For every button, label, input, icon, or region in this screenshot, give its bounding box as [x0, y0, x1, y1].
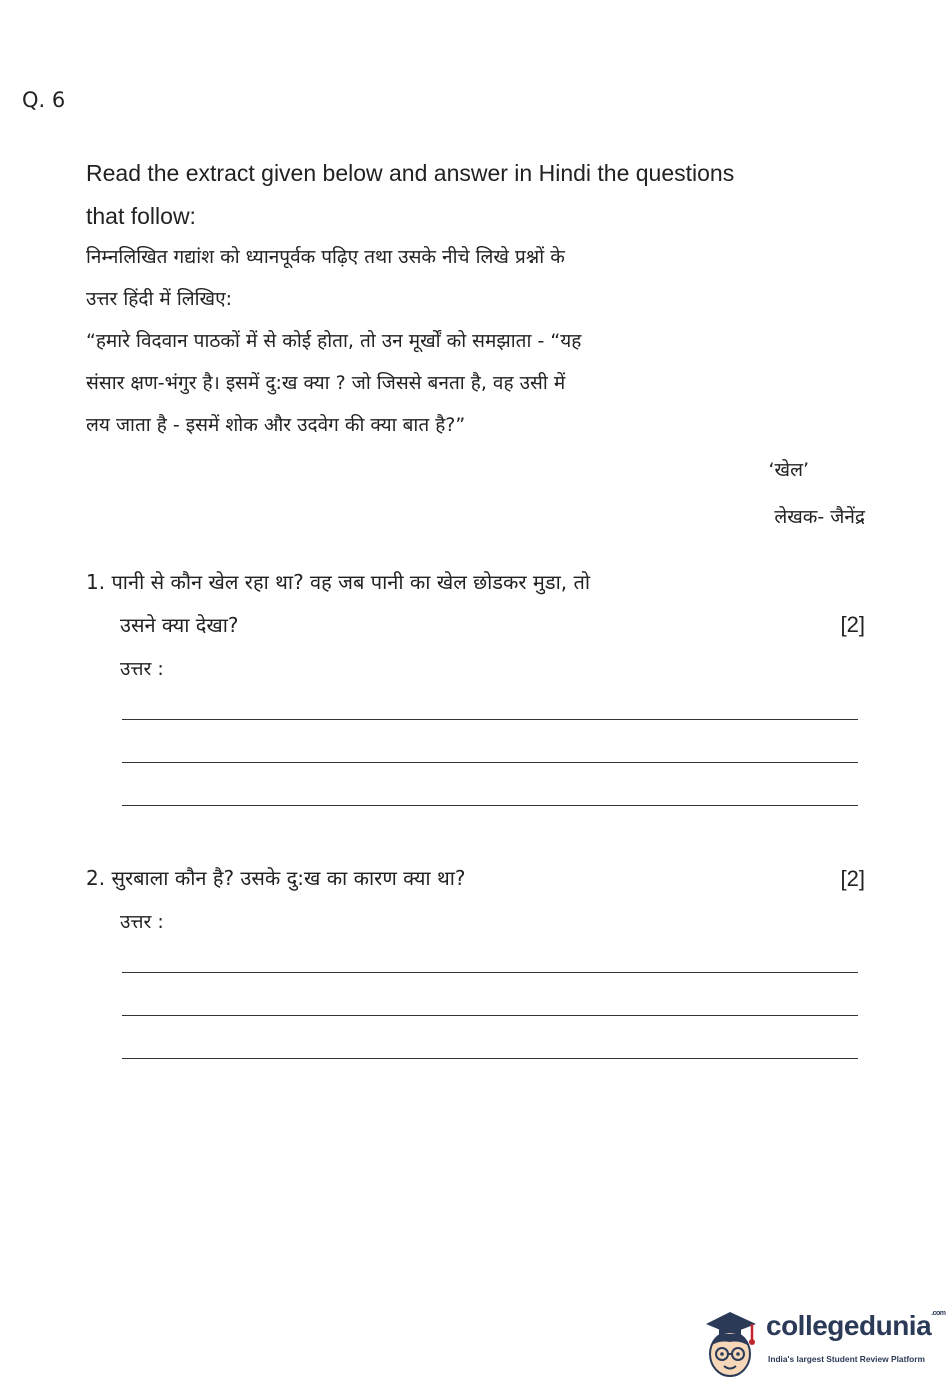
logo-name: collegedunia [766, 1310, 932, 1341]
instruction-english: Read the extract given below and answer in Hindi the questions that follow: [86, 160, 735, 229]
question-2-marks: [2] [840, 866, 865, 891]
question-1-line-2: उसने क्या देखा? [120, 613, 239, 637]
question-1-answer-line-1[interactable] [122, 719, 858, 720]
instruction-hindi-line-1: निम्नलिखित गद्यांश को ध्यानपूर्वक पढ़िए तथा उसके नीचे लिखे प्रश्नों के [86, 246, 565, 268]
question-1-line-1: 1. पानी से कौन खेल रहा था? वह जब पानी का खेल छोडकर मुडा, तो [86, 570, 591, 594]
instruction-hindi-line-2: उत्तर हिंदी में लिखिए: [86, 288, 232, 310]
question-2-answer-line-3[interactable] [122, 1058, 858, 1059]
question-1-answer-line-3[interactable] [122, 805, 858, 806]
collegedunia-logo[interactable] [700, 1302, 945, 1382]
question-2-answer-label: उत्तर : [120, 911, 164, 933]
passage-line-3: लय जाता है - इसमें शोक और उदवेग की क्या बात है?” [86, 414, 466, 436]
question-2-answer-line-1[interactable] [122, 972, 858, 973]
question-1-answer-label: उत्तर : [120, 658, 164, 680]
passage-author: लेखक- जैनेंद्र [774, 506, 865, 528]
question-1-answer-line-2[interactable] [122, 762, 858, 763]
passage-source-title: ‘खेल’ [768, 459, 809, 481]
passage-line-1: “हमारे विदवान पाठकों में से कोई होता, तो उन मूर्खों को समझाता - “यह [86, 330, 582, 352]
logo-tagline: India's largest Student Review Platform [768, 1354, 925, 1364]
mascot-icon [700, 1304, 764, 1380]
passage-line-2: संसार क्षण-भंगुर है। इसमें दु:ख क्या ? जो जिससे बनता है, वह उसी में [86, 372, 566, 394]
question-2-line-1: 2. सुरबाला कौन है? उसके दु:ख का कारण क्या था? [86, 866, 466, 890]
question-1-marks: [2] [840, 612, 865, 637]
question-number: Q. 6 [22, 88, 66, 112]
question-2-answer-line-2[interactable] [122, 1015, 858, 1016]
logo-domain-suffix: .com [931, 1310, 946, 1317]
